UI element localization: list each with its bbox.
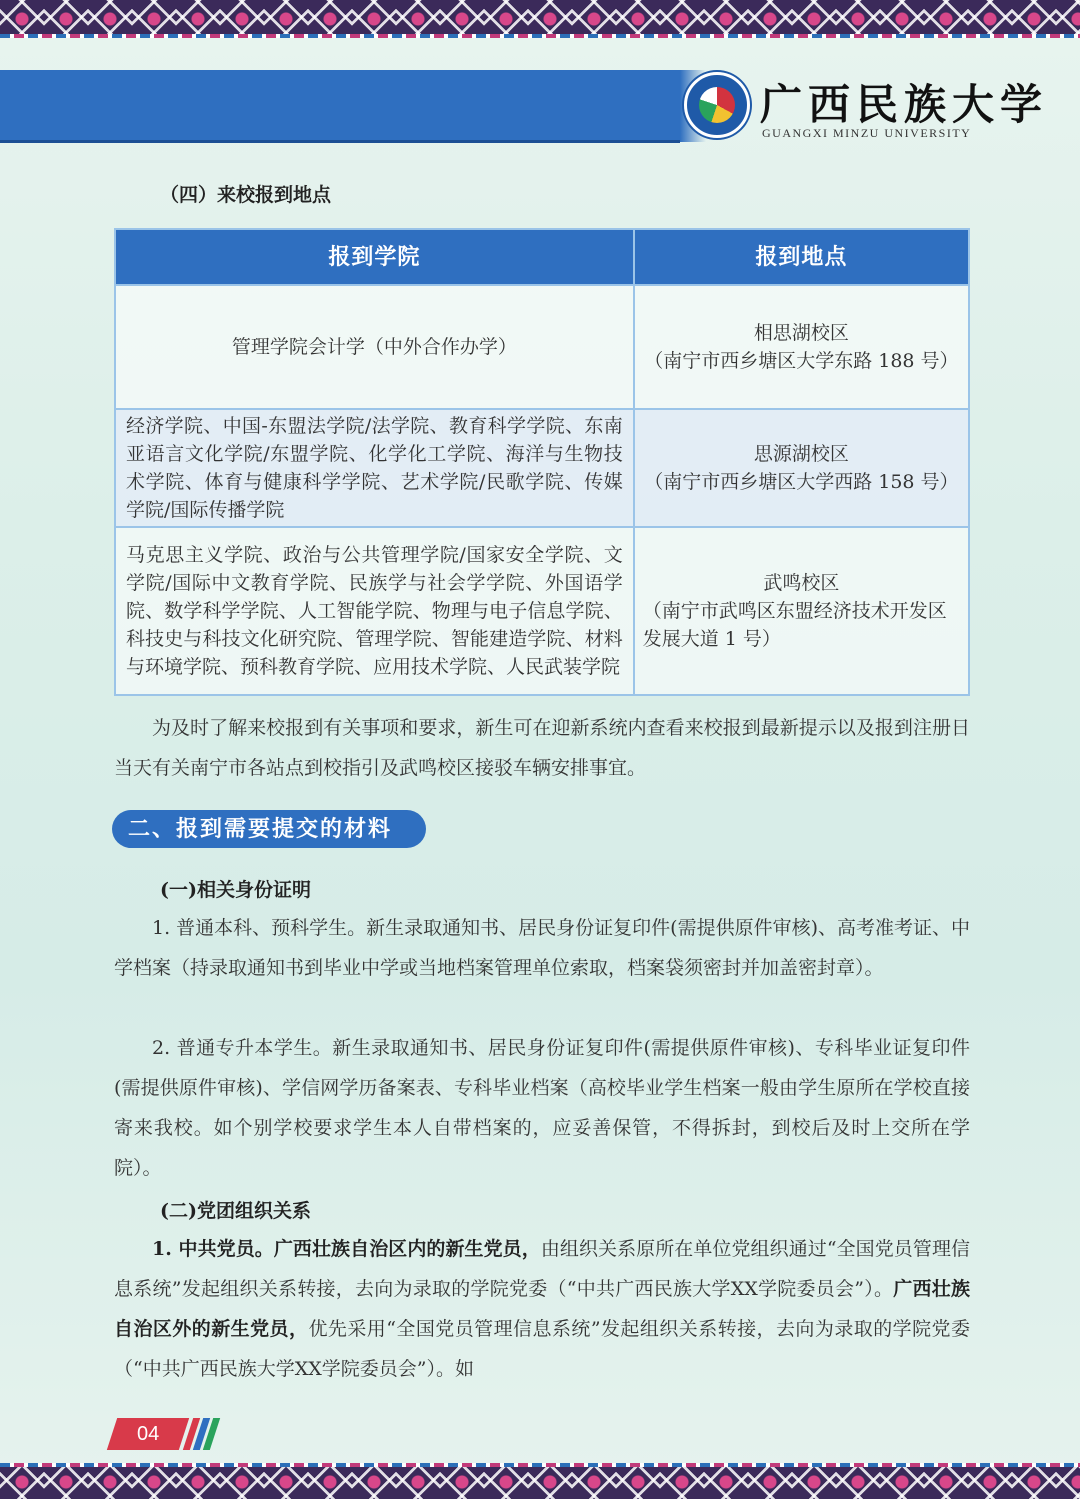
top-decorative-border <box>0 0 1080 38</box>
table-header-row <box>115 229 969 285</box>
university-name-en: GUANGXI MINZU UNIVERSITY <box>762 126 972 140</box>
university-name-cn: 广西民族大学 <box>760 80 1049 129</box>
outside-party-member-label: 广西壮族自治区外的新生党员， <box>114 1278 970 1340</box>
college-cell: 经济学院、中国-东盟法学院/法学院、教育科学学院、东南亚语言文化学院/东盟学院、化学化工学院、海洋与生物技术学院、体育与健康科学学院、艺术学院/民歌学院、传媒学院/国际传播学院 <box>115 409 634 527</box>
location-cell <box>634 409 969 527</box>
identity-docs-paragraph-1: 1. 普通本科、预科学生。新生录取通知书、居民身份证复印件(需提供原件审核)、高考准考证、中学档案（持录取通知书到毕业中学或当地档案管理单位索取，档案袋须密封并加盖密封章）。 <box>114 917 970 979</box>
section2-title: 二、报到需要提交的材料 <box>112 810 426 848</box>
college-cell: 管理学院会计学（中外合作办学） <box>115 285 634 409</box>
identity-docs-heading: (一)相关身份证明 <box>160 879 311 901</box>
header-divider <box>0 140 680 143</box>
page-number: 04 <box>107 1418 189 1450</box>
university-logo-icon <box>684 72 750 138</box>
table-header-location: 报到地点 <box>634 229 969 285</box>
party-transfer-text-b: 优先采用“全国党员管理信息系统”发起组织关系转接，去向为录取的学院党委（“中共广西民族大学XX学院委员会”）。如 <box>114 1318 970 1380</box>
registration-location-table <box>114 228 970 696</box>
campus-name: 思源湖校区 <box>753 443 849 465</box>
table-header-college: 报到学院 <box>115 229 634 285</box>
table-row <box>115 409 969 527</box>
campus-name: 相思湖校区 <box>753 322 849 344</box>
campus-address: （南宁市武鸣区东盟经济技术开发区发展大道 1 号） <box>642 600 947 650</box>
section4-title: （四）来校报到地点 <box>160 184 332 206</box>
header-blue-bar <box>0 70 680 142</box>
party-member-label: 1. 中共党员。广西壮族自治区内的新生党员， <box>152 1238 541 1260</box>
college-cell: 马克思主义学院、政治与公共管理学院/国家安全学院、文学院/国际中文教育学院、民族学与社会学学院、外国语学院、数学科学学院、人工智能学院、物理与电子信息学院、科技史与科技文化研究院、管理学院、智能建造学院、材料与环境学院、预科教育学院、应用技术学院、人民武装学院 <box>115 527 634 695</box>
table-row <box>115 527 969 695</box>
identity-docs-paragraph-2: 2. 普通专升本学生。新生录取通知书、居民身份证复印件(需提供原件审核)、专科毕业证复印件(需提供原件审核)、学信网学历备案表、专科毕业档案（高校毕业学生档案一般由学生原所在学校直接寄来我校。如个别学校要求学生本人自带档案的，应妥善保管，不得拆封，到校后及时上交所在学院）。 <box>114 1037 970 1179</box>
registration-note: 为及时了解来校报到有关事项和要求，新生可在迎新系统内查看来校报到最新提示以及报到注册日当天有关南宁市各站点到校指引及武鸣校区接驳车辆安排事宜。 <box>114 717 970 779</box>
party-relations-paragraph <box>114 1229 970 1389</box>
table-row <box>115 285 969 409</box>
party-transfer-text-a: 由组织关系原所在单位党组织通过“全国党员管理信息系统”发起组织关系转接，去向为录取的学院党委（“中共广西民族大学XX学院委员会”）。 <box>114 1238 971 1300</box>
campus-address: （南宁市西乡塘区大学西路 158 号） <box>644 471 959 493</box>
location-cell <box>634 285 969 409</box>
location-cell <box>634 527 969 695</box>
bottom-decorative-border <box>0 1463 1080 1499</box>
campus-address: （南宁市西乡塘区大学东路 188 号） <box>644 350 959 372</box>
party-relations-heading: (二)党团组织关系 <box>160 1200 311 1222</box>
campus-name: 武鸣校区 <box>763 572 840 594</box>
